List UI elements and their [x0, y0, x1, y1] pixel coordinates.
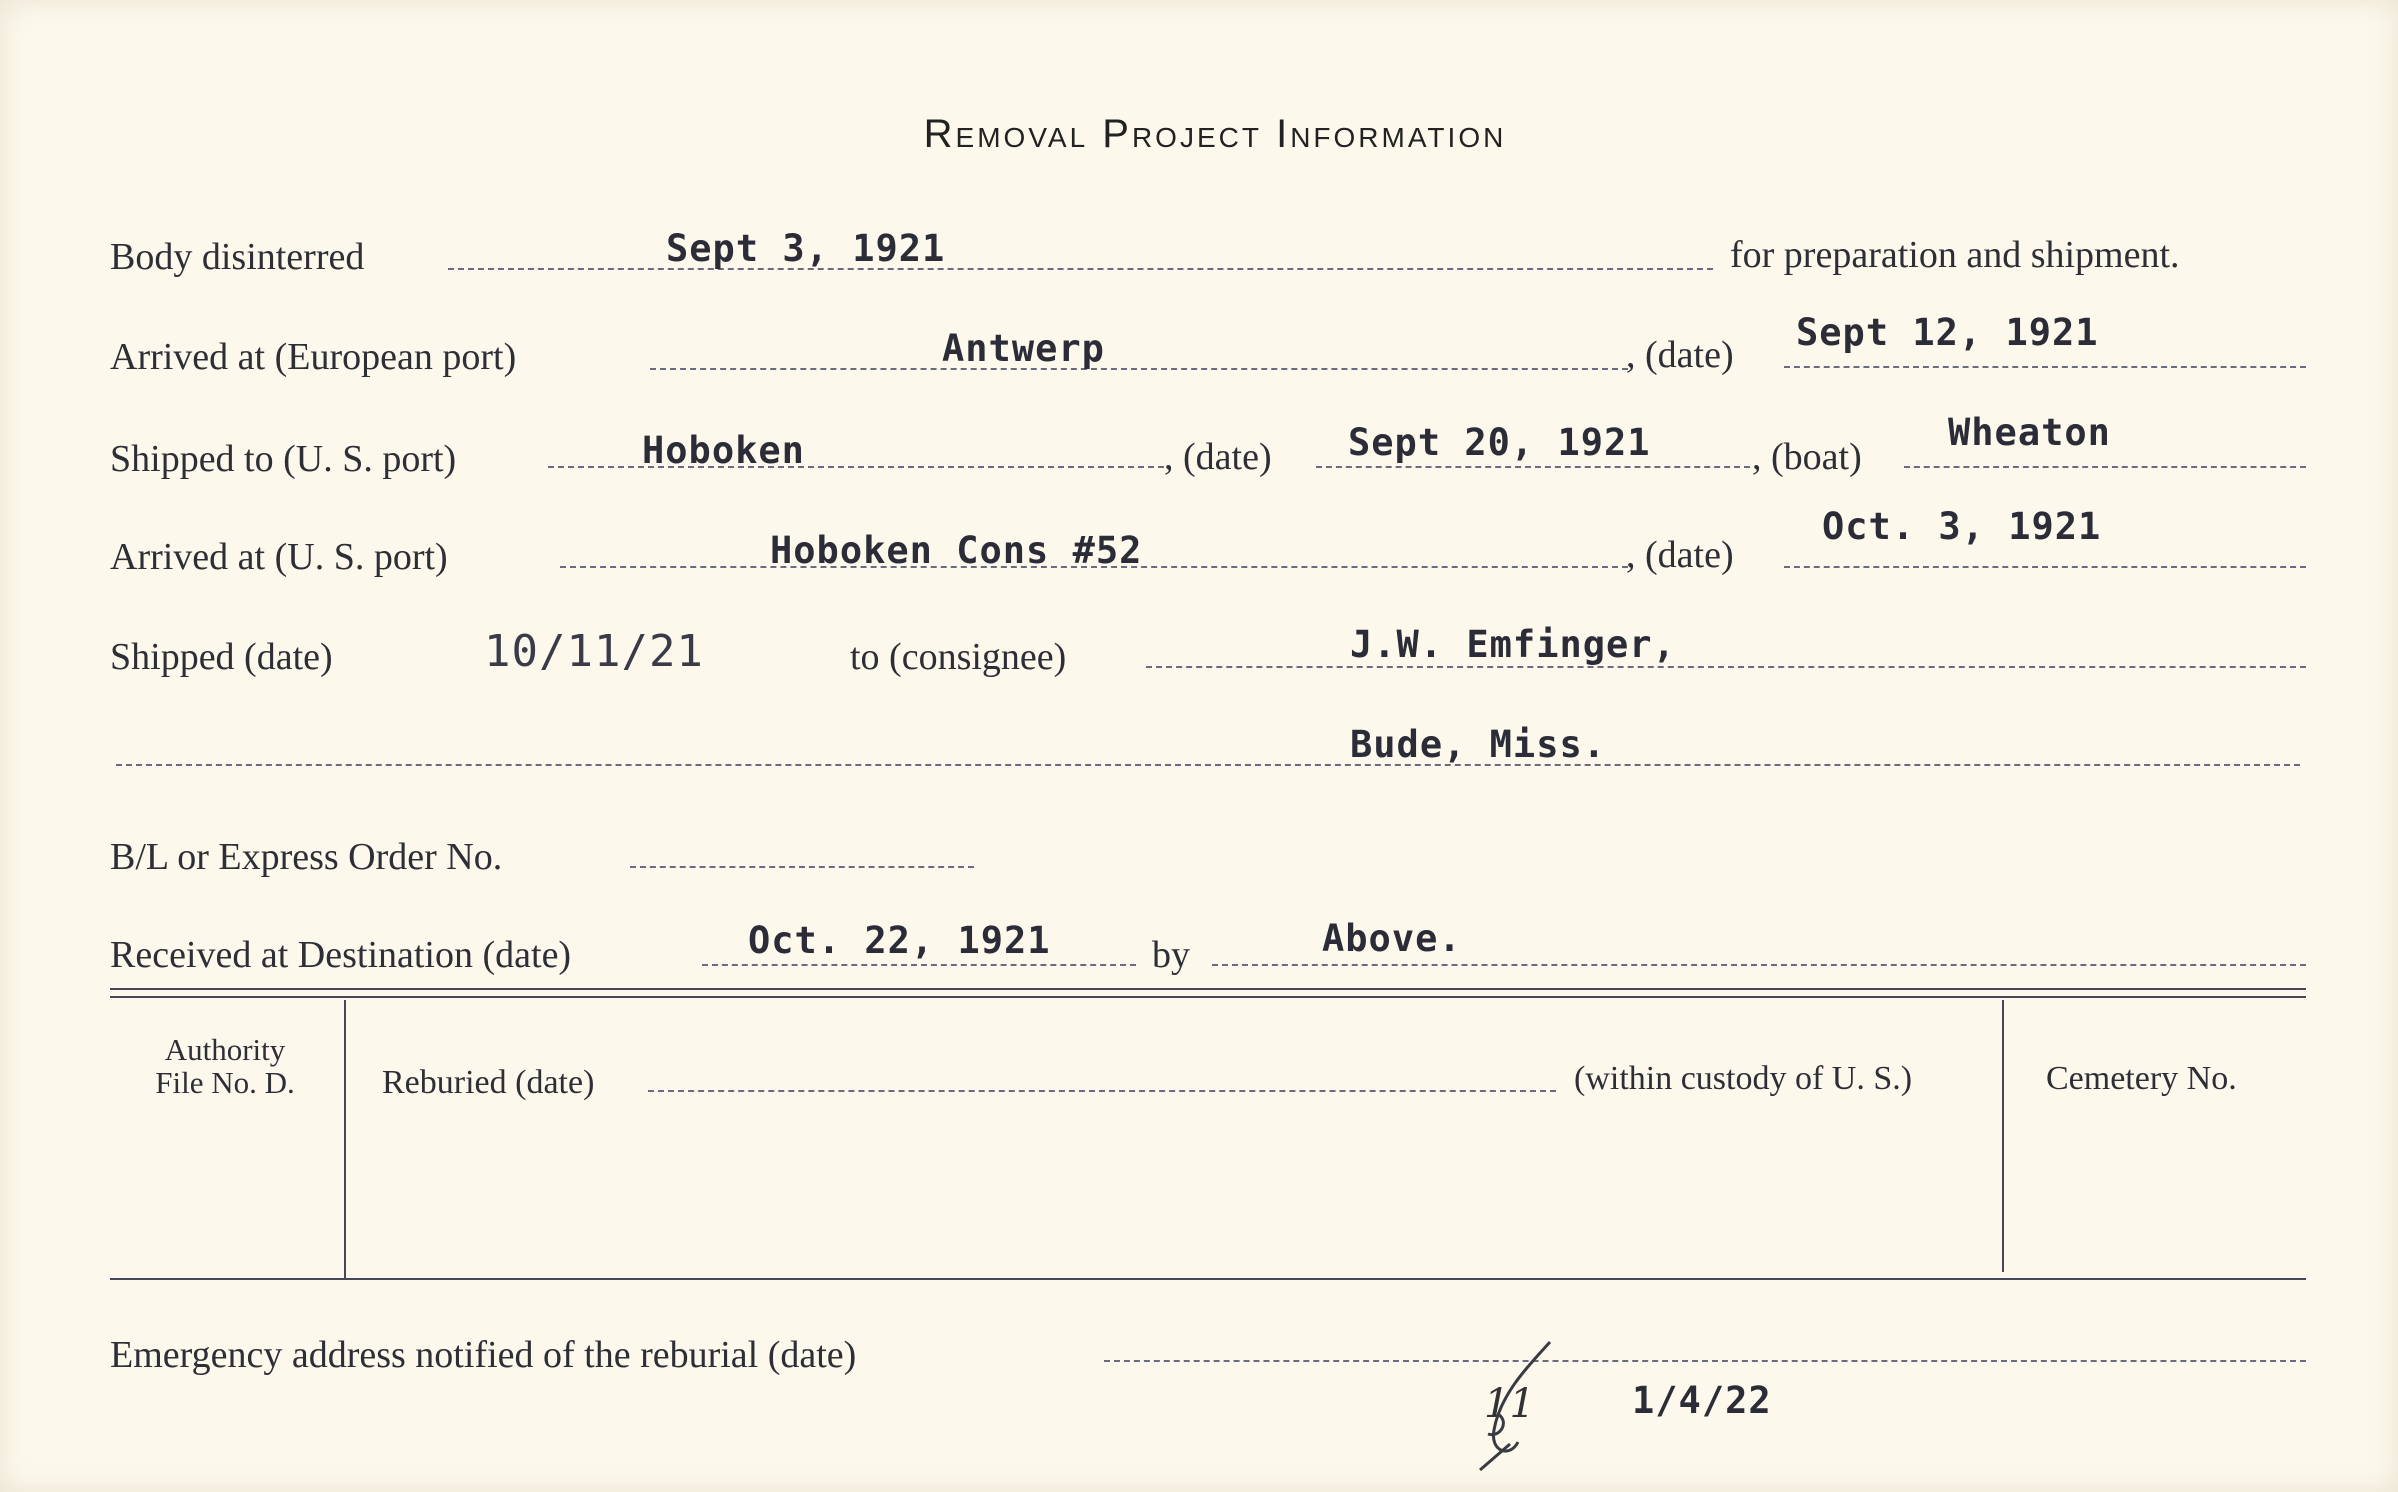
- arrived-europe-date-label: , (date): [1626, 334, 1734, 376]
- shipped-us-label: Shipped to (U. S. port): [110, 438, 457, 480]
- bl-line: [630, 866, 974, 868]
- card-title: Removal Project Information: [923, 112, 1507, 156]
- table-top-rule: [110, 988, 2306, 990]
- received-by-label: by: [1152, 934, 1190, 976]
- shipped-us-boat: Wheaton: [1948, 411, 2111, 454]
- emergency-date: 1/4/22: [1632, 1379, 1772, 1422]
- consignee-label: to (consignee): [850, 636, 1067, 678]
- arrived-europe-date-line: [1784, 366, 2306, 368]
- shipped-date-label: Shipped (date): [110, 636, 333, 678]
- emergency-line: [1104, 1360, 2306, 1362]
- custody-label: (within custody of U. S.): [1574, 1060, 1913, 1097]
- arrived-us-port: Hoboken Cons #52: [770, 529, 1143, 572]
- arrived-us-date: Oct. 3, 1921: [1822, 505, 2102, 548]
- arrived-europe-label: Arrived at (European port): [110, 336, 517, 378]
- shipped-us-port: Hoboken: [642, 429, 805, 472]
- body-disinterred-suffix: for preparation and shipment.: [1730, 234, 2180, 276]
- body-disinterred-value: Sept 3, 1921: [666, 227, 946, 270]
- consignee-address: Bude, Miss.: [1350, 723, 1607, 766]
- arrived-europe-port: Antwerp: [942, 327, 1105, 370]
- received-label: Received at Destination (date): [110, 934, 572, 976]
- arrived-us-date-label: , (date): [1626, 534, 1734, 576]
- arrived-us-label: Arrived at (U. S. port): [110, 536, 448, 578]
- shipped-us-date-line: [1316, 466, 1750, 468]
- authority-file-label: Authority File No. D.: [155, 1032, 295, 1100]
- handwritten-mark-icon: [1470, 1334, 1560, 1474]
- table-divider-right: [2002, 1000, 2004, 1272]
- emergency-initials: 11: [1484, 1381, 1535, 1427]
- shipped-date-value: 10/11/21: [484, 626, 704, 677]
- shipped-us-date: Sept 20, 1921: [1348, 421, 1651, 464]
- arrived-europe-line: [650, 368, 1628, 370]
- body-disinterred-label: Body disinterred: [110, 236, 365, 278]
- arrived-europe-date: Sept 12, 1921: [1796, 311, 2099, 354]
- reburied-line: [648, 1090, 1556, 1092]
- shipped-us-boat-label: , (boat): [1752, 436, 1862, 478]
- consignee-name: J.W. Emfinger,: [1350, 623, 1676, 666]
- bl-label: B/L or Express Order No.: [110, 836, 503, 878]
- table-divider-left: [344, 1000, 346, 1278]
- cemetery-no-label: Cemetery No.: [2046, 1060, 2237, 1097]
- consignee-line: [1146, 666, 2306, 668]
- emergency-label: Emergency address notified of the reburial (date): [110, 1334, 857, 1376]
- table-top-rule-2: [110, 996, 2306, 998]
- consignee-line-2: [116, 764, 2300, 766]
- shipped-us-line: [548, 466, 1164, 468]
- received-by: Above.: [1322, 917, 1462, 960]
- shipped-us-boat-line: [1904, 466, 2306, 468]
- reburied-label: Reburied (date): [382, 1064, 595, 1101]
- arrived-us-date-line: [1784, 566, 2306, 568]
- received-by-line: [1212, 964, 2306, 966]
- table-bottom-rule: [110, 1278, 2306, 1280]
- shipped-us-date-label: , (date): [1164, 436, 1272, 478]
- received-date-line: [702, 964, 1136, 966]
- body-disinterred-line: [448, 268, 1713, 270]
- received-date: Oct. 22, 1921: [748, 919, 1051, 962]
